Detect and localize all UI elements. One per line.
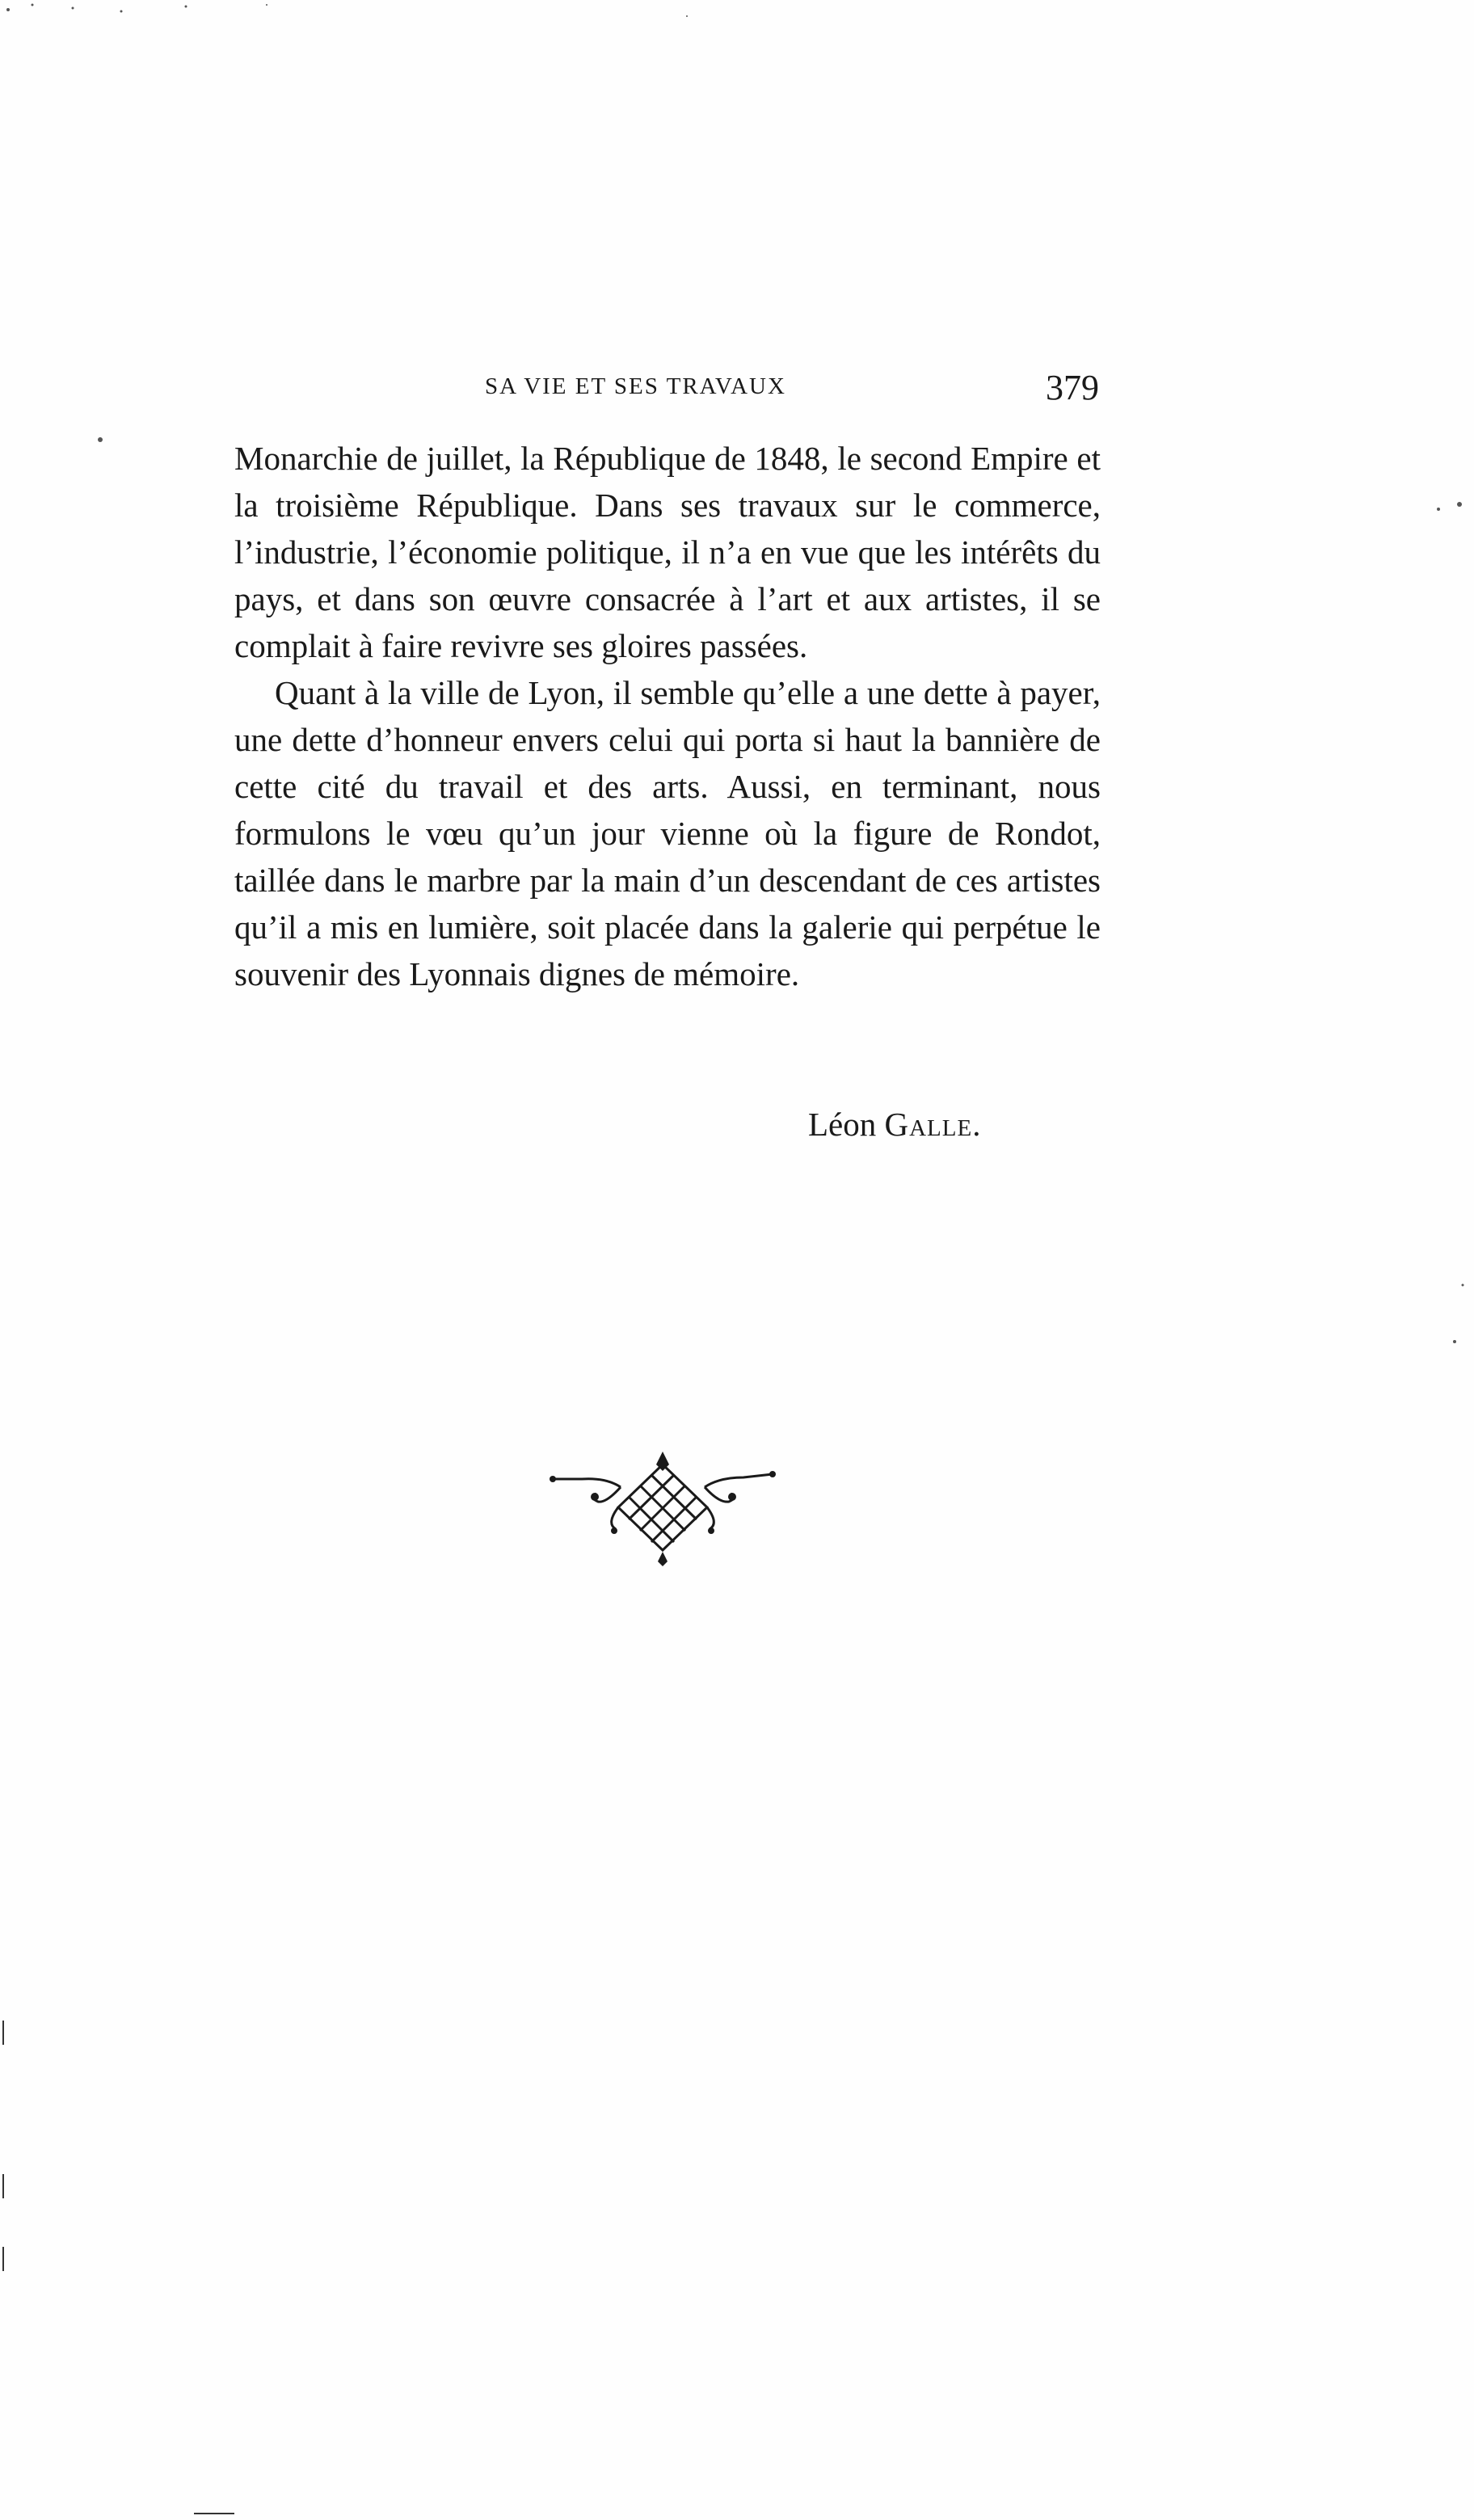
running-head: [234, 368, 1099, 422]
signature-last-name: Galle.: [884, 1106, 982, 1143]
running-title: SA VIE ET SES TRAVAUX: [485, 373, 786, 399]
page-number: 379: [1046, 368, 1099, 407]
paragraph-2: Quant à la ville de Lyon, il semble qu’elle a une dette à payer, une dette d’honneur envers celui qui porta si haut la bannière de cette cité du travail et des arts. Aussi, en terminant, nous formulons le vœu qu’un jour vienne où la figure de Rondot, taillée dans le marbre par la main d’un descendant de ces artistes qu’il a mis en lumière, soit placée dans la galerie qui perpétue le souvenir des Lyonnais dignes de mémoire.: [234, 674, 1101, 992]
fleuron-ornament-icon: [550, 1447, 776, 1568]
body-text: [234, 435, 1101, 997]
paragraph-1: Monarchie de juillet, la République de 1848, le second Empire et la troisième République. Dans ses travaux sur le commerce, l’industrie, l’économie politique, il n’a en vue que les intérêts du pays, et dans son œuvre consacrée à l’art et aux artistes, il se complait à faire revivre ses gloires passées.: [234, 440, 1101, 664]
author-signature: [808, 1101, 981, 1148]
signature-first-name: Léon: [808, 1106, 877, 1143]
